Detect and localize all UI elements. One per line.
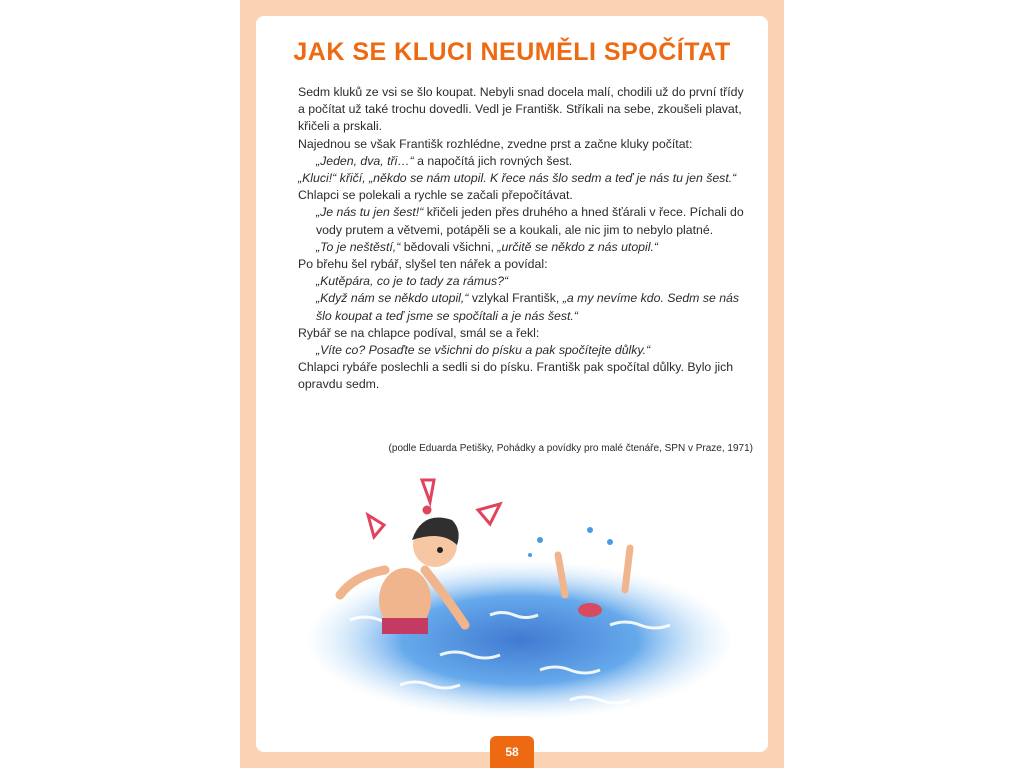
swimming-boys-illustration	[290, 470, 730, 730]
story-paragraph	[298, 290, 753, 324]
story-paragraph: Chlapci se polekali a rychle se začali přepočítávat.	[298, 188, 573, 203]
dialogue: „Když nám se někdo utopil,“	[316, 291, 469, 306]
narration: bědovali všichni,	[400, 239, 498, 254]
splash-icon	[528, 527, 613, 557]
story-paragraph	[298, 239, 753, 256]
story-paragraph: Rybář se na chlapce podíval, smál se a řekl:	[298, 325, 540, 340]
dialogue: „Jeden, dva, tři…“	[316, 153, 414, 168]
source-citation: (podle Eduarda Petišky, Pohádky a povídky pro malé čtenáře, SPN v Praze, 1971)	[388, 443, 753, 454]
story-paragraph: Sedm kluků ze vsi se šlo koupat. Nebyli snad docela malí, chodili už do první třídy a počítat už také trochu dovedli. Vedl je Františk. Stříkali na sebe, zkoušeli plavat, křičeli a prskali.	[298, 85, 744, 134]
dialogue: „a my nevíme kdo. Sedm se nás šlo koupat a teď jsme se spočítali a je nás šest.“	[316, 291, 740, 323]
narration: vzlykal Františk,	[468, 291, 563, 306]
dialogue: „určitě se někdo z nás utopil.“	[497, 239, 658, 254]
dialogue: „To je neštěstí,“	[316, 239, 401, 254]
hat-icon	[578, 603, 602, 617]
story-paragraph: Po břehu šel rybář, slyšel ten nářek a povídal:	[298, 257, 548, 272]
story-title: JAK SE KLUCI NEUMĚLI SPOČÍTAT	[293, 38, 731, 66]
dialogue: „Je nás tu jen šest!“	[316, 205, 424, 220]
dialogue: „Kutěpára, co je to tady za rámus?“	[316, 274, 509, 289]
story-paragraph: Najednou se však Františk rozhlédne, zvedne prst a začne kluky počítat:	[298, 136, 693, 151]
story-paragraph	[298, 153, 753, 170]
water-icon	[305, 560, 730, 720]
story-paragraph	[298, 204, 753, 238]
narration: křičeli jeden přes druhého a hned šťárali v řece. Píchali do vody prutem a větvemi, potápěli se a koukali, ale nic jim to nebylo platné.	[316, 205, 744, 237]
dialogue: „Kluci!“ křičí, „někdo se nám utopil. K řece nás šlo sedm a teď je nás tu jen šest.“	[298, 171, 737, 186]
page-number: 58	[490, 736, 534, 768]
story-paragraph: Chlapci rybáře poslechli a sedli si do písku. Františk pak spočítal důlky. Bylo jich opravdu sedm.	[298, 360, 734, 392]
narration: a napočítá jich rovných šest.	[413, 153, 573, 168]
dialogue: „Víte co? Posaďte se všichni do písku a pak spočítejte důlky.“	[316, 343, 651, 358]
story-text	[298, 84, 753, 394]
